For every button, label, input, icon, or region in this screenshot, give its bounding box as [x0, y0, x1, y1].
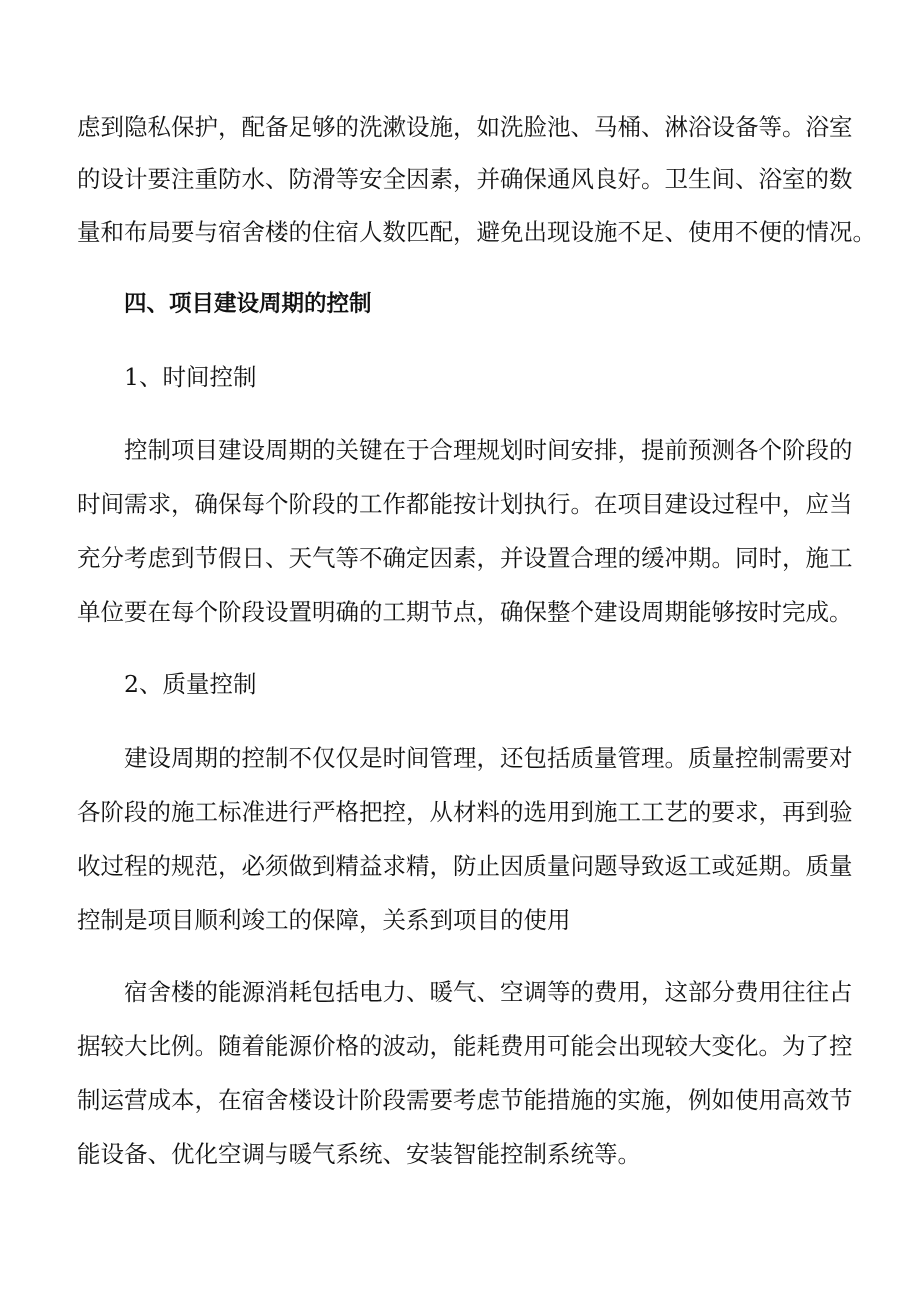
subsection-heading: 1、时间控制	[124, 363, 257, 391]
paragraph-line: 量和布局要与宿舍楼的住宿人数匹配，避免出现设施不足、使用不便的情况。	[77, 218, 876, 246]
paragraph-line: 单位要在每个阶段设置明确的工期节点，确保整个建设周期能够按时完成。	[77, 598, 853, 626]
subsection-heading: 2、质量控制	[124, 670, 257, 698]
paragraph-line: 建设周期的控制不仅仅是时间管理，还包括质量管理。质量控制需要对	[124, 744, 853, 772]
section-heading: 四、项目建设周期的控制	[124, 291, 372, 317]
paragraph-line: 时 间 需 求 ， 确 保 每 个 阶 段 的 工 作 都 能 按 计 划 执 行 。 在 项 目 建 设 过 程 中 ， 应 当	[77, 490, 853, 518]
paragraph-line: 控制是项目顺利竣工的保障，关系到项目的使用	[77, 906, 571, 934]
paragraph-line: 的 设 计 要 注 重 防 水 、 防 滑 等 安 全 因 素 ， 并 确 保 通 风 良 好 。 卫 生 间 、 浴 室 的 数	[77, 165, 853, 193]
paragraph-line: 据 较 大 比 例 。 随 着 能 源 价 格 的 波 动 ， 能 耗 费 用 可 能 会 出 现 较 大 变 化 。 为 了 控	[77, 1032, 853, 1060]
paragraph-line: 各 阶 段 的 施 工 标 准 进 行 严 格 把 控 ， 从 材 料 的 选 用 到 施 工 工 艺 的 要 求 ， 再 到 验	[77, 798, 853, 826]
paragraph-line: 收 过 程 的 规 范 ， 必 须 做 到 精 益 求 精 ， 防 止 因 质 量 问 题 导 致 返 工 或 延 期 。 质 量	[77, 852, 853, 880]
paragraph-line: 充 分 考 虑 到 节 假 日 、 天 气 等 不 确 定 因 素 ， 并 设 置 合 理 的 缓 冲 期 。 同 时 ， 施 工	[77, 544, 853, 572]
paragraph-line: 虑 到 隐 私 保 护 ， 配 备 足 够 的 洗 漱 设 施 ， 如 洗 脸 池 、 马 桶 、 淋 浴 设 备 等 。 浴 室	[77, 113, 853, 141]
paragraph-line: 制 运 营 成 本 ， 在 宿 舍 楼 设 计 阶 段 需 要 考 虑 节 能 措 施 的 实 施 ， 例 如 使 用 高 效 节	[77, 1086, 853, 1114]
paragraph-line: 宿舍楼的能源消耗包括电力、暖气、空调等的费用，这部分费用往往占	[124, 978, 853, 1006]
paragraph-line: 控制项目建设周期的关键在于合理规划时间安排，提前预测各个阶段的	[124, 436, 853, 464]
paragraph-line: 能设备、优化空调与暖气系统、安装智能控制系统等。	[77, 1140, 641, 1168]
